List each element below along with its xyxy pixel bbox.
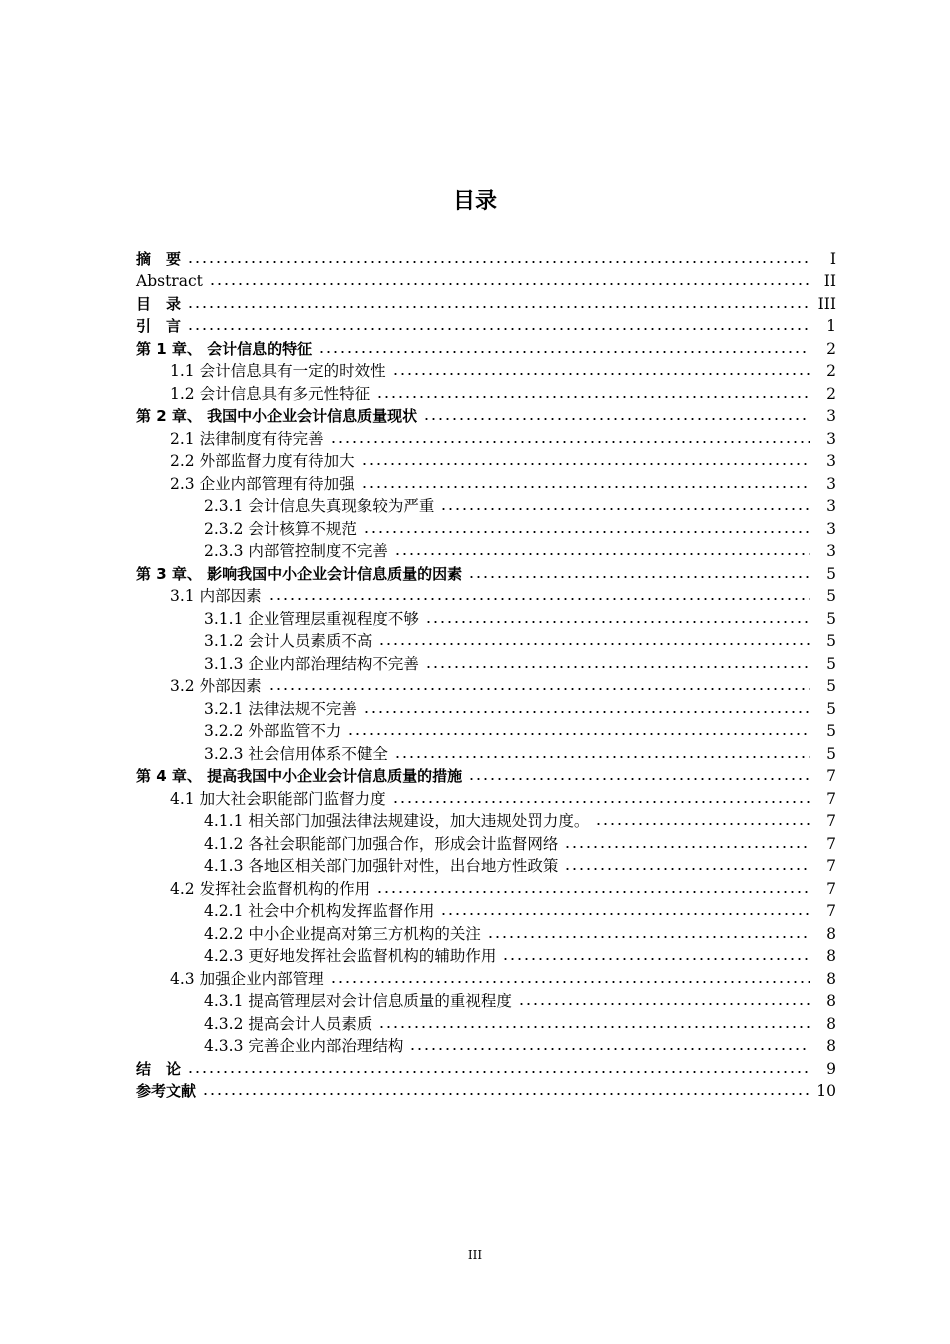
toc-entry-label: 1.1 会计信息具有一定的时效性 — [170, 362, 386, 380]
toc-entry-page: 7 — [826, 767, 836, 785]
toc-entry-page: 7 — [826, 834, 836, 853]
toc-entry-label: 4.2.3 更好地发挥社会监督机构的辅助作用 — [204, 947, 497, 965]
toc-entry[interactable] — [136, 875, 836, 898]
toc-entry-page: 3 — [826, 519, 836, 538]
toc-entry-label: 4.1.2 各社会职能部门加强合作，形成会计监督网络 — [204, 834, 559, 853]
toc-entry-label: 摘 要 — [136, 249, 182, 268]
toc-entry-page: 5 — [826, 632, 836, 650]
toc-leader-dots — [318, 342, 810, 354]
toc-entry-label: Abstract — [136, 272, 203, 290]
toc-entry[interactable] — [136, 988, 836, 1011]
toc-entry-label: 引 言 — [136, 317, 182, 335]
toc-entry[interactable] — [136, 538, 836, 561]
toc-entry-page: 8 — [826, 1014, 836, 1033]
toc-entry[interactable] — [136, 808, 836, 831]
toc-entry[interactable] — [136, 785, 836, 808]
toc-entry-label: 参考文献 — [136, 1082, 197, 1100]
toc-entry-label: 4.3.3 完善企业内部治理结构 — [204, 1037, 404, 1055]
toc-entry[interactable] — [136, 470, 836, 493]
toc-entry-label: 4.2.2 中小企业提高对第三方机构的关注 — [204, 924, 481, 943]
toc-leader-dots — [440, 904, 810, 916]
toc-entry-page: 5 — [826, 699, 836, 718]
toc-leader-dots — [378, 1017, 810, 1029]
toc-entry[interactable] — [136, 695, 836, 718]
toc-entry-page: 3 — [826, 497, 836, 515]
toc-entry[interactable] — [136, 943, 836, 966]
toc-entry-label: 4.1 加大社会职能部门监督力度 — [170, 789, 386, 808]
toc-leader-dots — [378, 634, 810, 646]
toc-entry[interactable] — [136, 853, 836, 876]
toc-leader-dots — [392, 364, 810, 376]
toc-entry[interactable] — [136, 313, 836, 336]
toc-entry-page: 8 — [826, 1037, 836, 1055]
toc-leader-dots — [487, 927, 810, 939]
toc-entry-label: 2.3.2 会计核算不规范 — [204, 519, 357, 538]
toc-leader-dots — [187, 297, 810, 309]
toc-leader-dots — [361, 477, 810, 489]
toc-entry[interactable] — [136, 515, 836, 538]
toc-leader-dots — [268, 589, 810, 601]
toc-entry-label: 4.1.3 各地区相关部门加强针对性，出台地方性政策 — [204, 857, 559, 875]
toc-entry-page: 7 — [826, 857, 836, 875]
toc-entry-page: 8 — [826, 924, 836, 943]
toc-entry-label: 3.2.2 外部监管不力 — [204, 722, 342, 740]
toc-entry-label: 4.3 加强企业内部管理 — [170, 969, 324, 988]
toc-entry-label: 2.3.3 内部管控制度不完善 — [204, 542, 388, 560]
toc-leader-dots — [268, 679, 810, 691]
toc-entry[interactable] — [136, 965, 836, 988]
toc-entry-label: 3.2.1 法律法规不完善 — [204, 699, 357, 718]
toc-entry-label: 4.3.1 提高管理层对会计信息质量的重视程度 — [204, 992, 512, 1010]
toc-entry-label: 目 录 — [136, 294, 182, 313]
toc-entry-page: 3 — [826, 429, 836, 448]
toc-entry-page: 8 — [826, 969, 836, 988]
toc-entry-page: 7 — [826, 902, 836, 920]
toc-entry-page: 5 — [826, 609, 836, 628]
toc-entry-page: 8 — [826, 992, 836, 1010]
toc-entry-label: 3.2.3 社会信用体系不健全 — [204, 744, 388, 763]
toc-entry-label: 3.1.3 企业内部治理结构不完善 — [204, 654, 419, 673]
toc-entry-page: 7 — [826, 879, 836, 898]
page-title: 目录 — [452, 189, 497, 214]
toc-entry-page: 3 — [826, 474, 836, 493]
toc-leader-dots — [363, 702, 810, 714]
toc-entry[interactable] — [136, 493, 836, 516]
toc-entry[interactable] — [136, 1010, 836, 1033]
toc-leader-dots — [187, 319, 810, 331]
toc-leader-dots — [440, 499, 810, 511]
toc-entry[interactable] — [136, 335, 836, 358]
toc-leader-dots — [564, 859, 810, 871]
toc-entry-page: 5 — [826, 564, 836, 583]
toc-entry-page: I — [829, 249, 836, 268]
toc-entry[interactable] — [136, 898, 836, 921]
toc-entry-page: 7 — [826, 812, 836, 830]
toc-entry-page: III — [817, 294, 836, 313]
toc-entry-page: 1 — [826, 317, 836, 335]
toc-leader-dots — [209, 274, 810, 286]
toc-entry[interactable] — [136, 448, 836, 471]
toc-entry-label: 2.3.1 会计信息失真现象较为严重 — [204, 497, 435, 515]
toc-entry-label: 4.1.1 相关部门加强法律法规建设，加大违规处罚力度。 — [204, 812, 590, 830]
toc-leader-dots — [468, 567, 810, 579]
toc-entry-label: 第 3 章、 影响我国中小企业会计信息质量的因素 — [136, 564, 463, 583]
toc-leader-dots — [363, 522, 810, 534]
toc-entry-page: 3 — [826, 452, 836, 470]
toc-entry-page: 7 — [826, 789, 836, 808]
toc-entry-page: 2 — [826, 362, 836, 380]
toc-entry[interactable] — [136, 673, 836, 696]
toc-entry-page: 9 — [826, 1059, 836, 1078]
toc-entry[interactable] — [136, 380, 836, 403]
toc-entry-label: 4.2 发挥社会监督机构的作用 — [170, 879, 371, 898]
toc-entry[interactable] — [136, 718, 836, 741]
toc-leader-dots — [468, 769, 810, 781]
toc-leader-dots — [394, 747, 810, 759]
toc-leader-dots — [394, 544, 810, 556]
toc-entry-page: 2 — [826, 339, 836, 358]
toc-leader-dots — [347, 724, 810, 736]
toc-entry-label: 4.2.1 社会中介机构发挥监督作用 — [204, 902, 435, 920]
page-footer-number: III — [467, 1248, 483, 1262]
toc-entry-label: 3.1.2 会计人员素质不高 — [204, 632, 373, 650]
toc-entry-page: II — [823, 272, 836, 290]
toc-leader-dots — [187, 1062, 810, 1074]
toc-entry[interactable] — [136, 583, 836, 606]
toc-entry-page: 5 — [826, 677, 836, 695]
toc-entry[interactable] — [136, 1033, 836, 1056]
table-of-contents — [136, 245, 836, 1100]
toc-entry[interactable] — [136, 403, 836, 426]
toc-leader-dots — [423, 409, 810, 421]
toc-entry[interactable] — [136, 268, 836, 291]
toc-entry[interactable] — [136, 740, 836, 763]
toc-entry-label: 3.1.1 企业管理层重视程度不够 — [204, 609, 419, 628]
toc-entry[interactable] — [136, 763, 836, 786]
toc-entry-page: 3 — [826, 542, 836, 560]
toc-leader-dots — [376, 387, 810, 399]
toc-entry-label: 第 4 章、 提高我国中小企业会计信息质量的措施 — [136, 767, 463, 785]
toc-entry-page: 2 — [826, 384, 836, 403]
toc-entry-label: 第 2 章、 我国中小企业会计信息质量现状 — [136, 407, 418, 425]
toc-entry-page: 8 — [826, 947, 836, 965]
toc-leader-dots — [502, 949, 810, 961]
toc-leader-dots — [330, 972, 810, 984]
toc-entry-label: 2.2 外部监督力度有待加大 — [170, 452, 355, 470]
toc-entry-page: 5 — [826, 654, 836, 673]
toc-entry-page: 5 — [826, 722, 836, 740]
toc-entry[interactable] — [136, 425, 836, 448]
toc-entry-page: 3 — [826, 407, 836, 425]
toc-leader-dots — [330, 432, 810, 444]
toc-leader-dots — [595, 814, 810, 826]
toc-entry[interactable] — [136, 560, 836, 583]
toc-entry-label: 4.3.2 提高会计人员素质 — [204, 1014, 373, 1033]
toc-entry[interactable] — [136, 245, 836, 268]
toc-entry[interactable] — [136, 920, 836, 943]
toc-leader-dots — [361, 454, 810, 466]
toc-entry-label: 2.1 法律制度有待完善 — [170, 429, 324, 448]
toc-entry[interactable] — [136, 628, 836, 651]
toc-entry[interactable] — [136, 605, 836, 628]
toc-entry[interactable] — [136, 830, 836, 853]
toc-entry[interactable] — [136, 650, 836, 673]
toc-entry-label: 3.2 外部因素 — [170, 677, 262, 695]
toc-leader-dots — [392, 792, 810, 804]
toc-entry-label: 3.1 内部因素 — [170, 587, 262, 605]
toc-leader-dots — [376, 882, 810, 894]
toc-entry[interactable] — [136, 1078, 836, 1101]
toc-entry-label: 结 论 — [136, 1059, 182, 1078]
toc-entry-label: 第 1 章、 会计信息的特征 — [136, 339, 313, 358]
toc-entry-label: 1.2 会计信息具有多元性特征 — [170, 384, 371, 403]
toc-entry-page: 5 — [826, 744, 836, 763]
toc-leader-dots — [202, 1084, 810, 1096]
toc-leader-dots — [187, 252, 810, 264]
toc-entry[interactable] — [136, 358, 836, 381]
toc-entry[interactable] — [136, 290, 836, 313]
toc-entry-label: 2.3 企业内部管理有待加强 — [170, 474, 355, 493]
toc-entry[interactable] — [136, 1055, 836, 1078]
toc-entry-page: 5 — [826, 587, 836, 605]
toc-leader-dots — [409, 1039, 810, 1051]
toc-entry-page: 10 — [816, 1082, 836, 1100]
toc-leader-dots — [425, 657, 810, 669]
toc-leader-dots — [518, 994, 810, 1006]
toc-leader-dots — [564, 837, 810, 849]
toc-leader-dots — [425, 612, 810, 624]
